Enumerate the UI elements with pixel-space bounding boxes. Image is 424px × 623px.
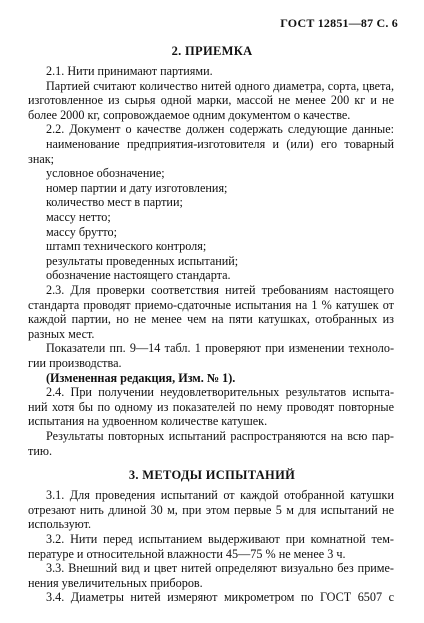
amendment-note: (Измененная редакция, Изм. № 1). [46, 370, 236, 385]
paragraph-line: гии производства. [28, 356, 122, 370]
paragraph-line: 3.4. Диаметры нитей измеряют микрометром по ГОСТ 6507 с [46, 590, 394, 605]
paragraph-line: стандарта проводят приемо-сдаточные испытания на 1 % катушек от [28, 297, 394, 312]
paragraph-line: разных мест. [28, 326, 95, 341]
list-item: штамп технического контроля; [46, 239, 207, 254]
paragraph-line: наименование предприятия-изготовителя и (или) его товарный [46, 137, 394, 151]
paragraph-line: пературе и относительной влажности 45—75 % не менее 3 ч. [28, 546, 346, 561]
paragraph-line: ний хотя бы по одному из показателей по нему проводят повторные [28, 399, 394, 414]
list-item: условное обозначение; [46, 166, 165, 181]
paragraph-line: знак; [28, 151, 55, 166]
list-item: количество мест в партии; [46, 195, 183, 210]
paragraph-line: 3.1. Для проведения испытаний от каждой отобранной катушки [46, 488, 394, 503]
list-item: обозначение настоящего стандарта. [46, 268, 231, 283]
paragraph-line: изготовленное из сырья одной марки, массой не менее 200 кг и не [28, 93, 394, 108]
paragraph-line: Партией считают количество нитей одного диаметра, сорта, цвета, [46, 78, 394, 93]
paragraph-line: 2.4. При получении неудовлетворительных результатов испыта- [46, 385, 394, 400]
paragraph-line: используют. [28, 517, 92, 532]
paragraph-line: нения увеличительных приборов. [28, 575, 203, 590]
paragraph-line: каждой партии, но не менее чем на пяти катушках, отобранных из [28, 312, 394, 327]
paragraph-line: 3.3. Внешний вид и цвет нитей определяют визуально без приме- [46, 561, 394, 576]
paragraph-line: испытания на удвоенном количестве катушек. [28, 414, 268, 429]
paragraph-line: 3.2. Нити перед испытанием выдерживают при комнатной тем- [46, 532, 394, 546]
page-header: ГОСТ 12851—87 С. 6 [280, 16, 398, 30]
paragraph-line: 2.3. Для проверки соответствия нитей требованиям настоящего [46, 283, 394, 297]
list-item: массу брутто; [46, 224, 118, 239]
paragraph-line: Показатели пп. 9—14 табл. 1 проверяют при изменении техноло- [46, 341, 394, 356]
paragraph-line: 2.1. Нити принимают партиями. [46, 64, 213, 78]
section-title-acceptance: 2. ПРИЕМКА [171, 44, 253, 58]
list-item: массу нетто; [46, 210, 111, 224]
section-title-test-methods: 3. МЕТОДЫ ИСПЫТАНИЙ [128, 468, 296, 483]
paragraph-line: 2.2. Документ о качестве должен содержать следующие данные: [46, 122, 394, 137]
list-item: номер партии и дату изготовления; [46, 180, 228, 195]
paragraph-line: тию. [28, 443, 53, 458]
list-item: результаты проведенных испытаний; [46, 253, 239, 268]
paragraph-line: более 2000 кг, сопровождаемое одним документом о качестве. [28, 107, 351, 122]
paragraph-line: отрезают нить длиной 30 м, при этом первые 5 м для испытаний не [28, 502, 394, 517]
paragraph-line: Результаты повторных испытаний распространяются на всю пар- [46, 429, 394, 443]
